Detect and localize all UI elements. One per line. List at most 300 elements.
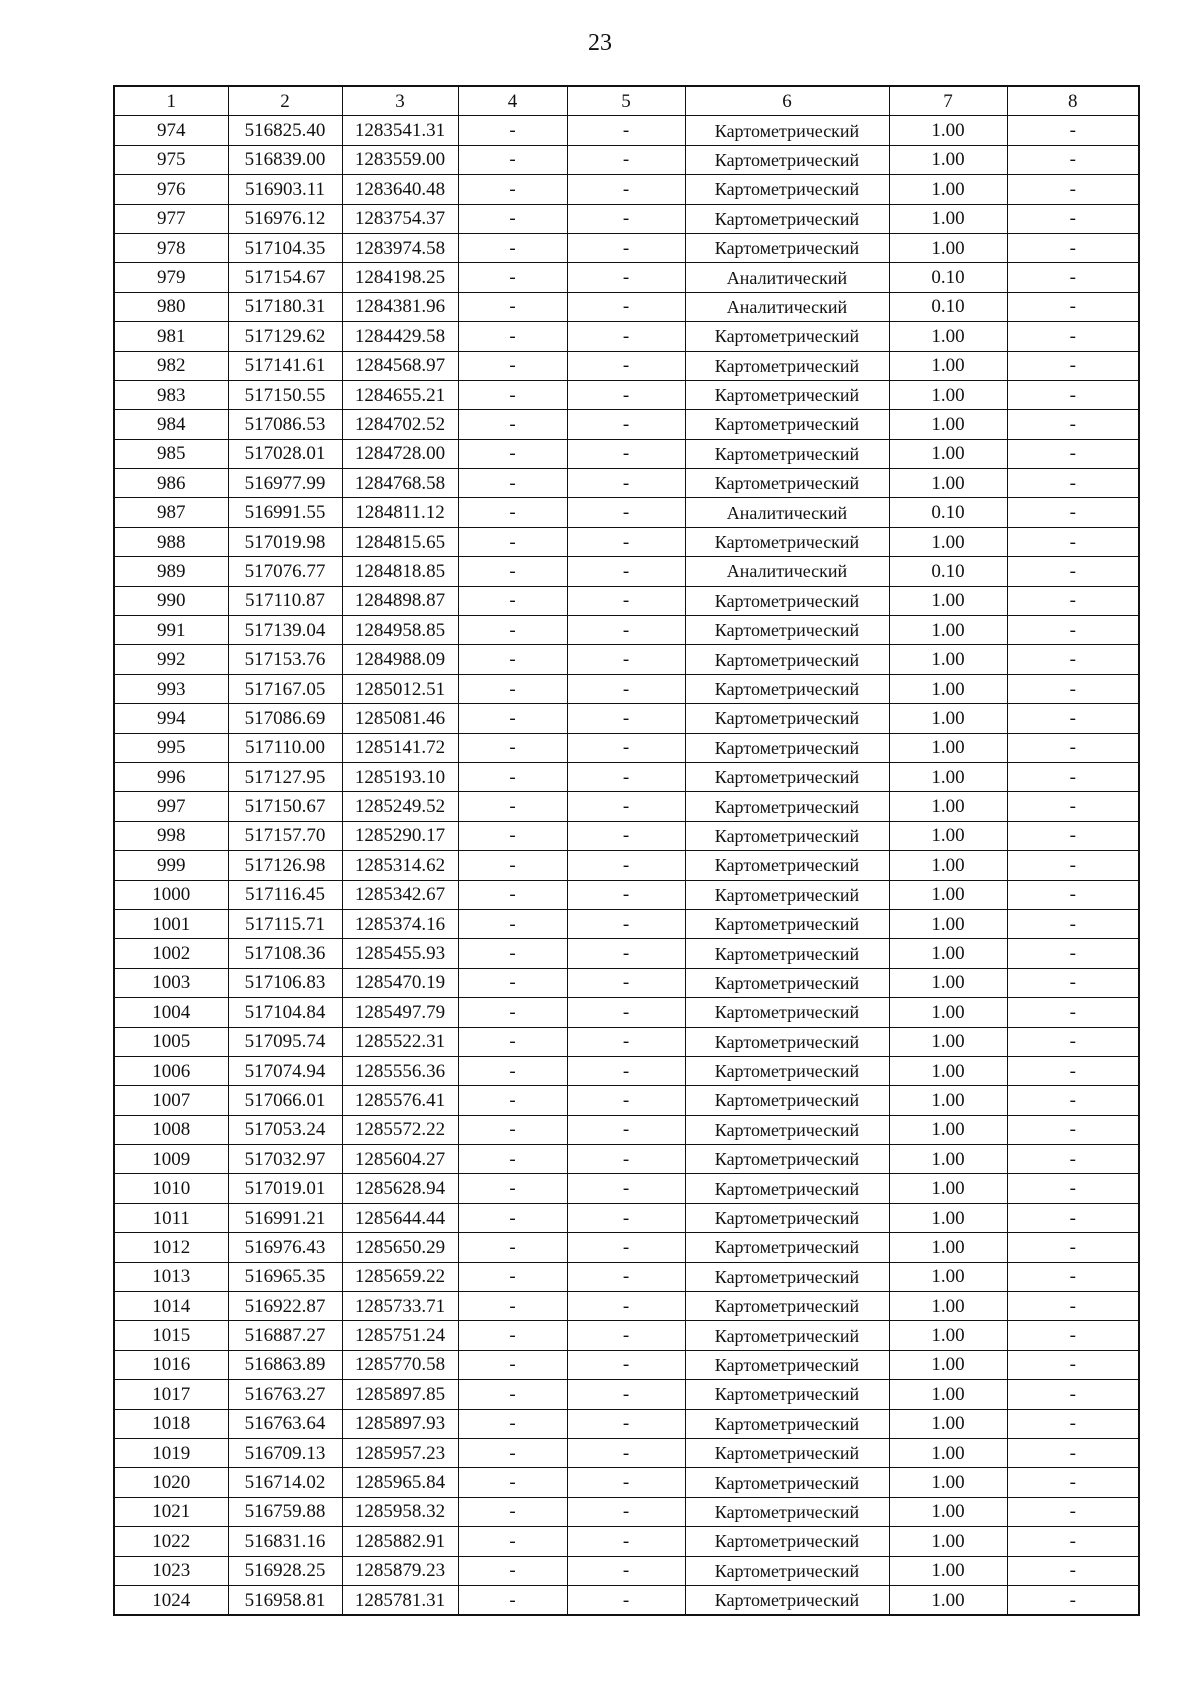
accuracy-cell: 1.00 bbox=[889, 645, 1007, 674]
table-row bbox=[114, 498, 1139, 527]
method-cell: Картометрический bbox=[685, 1233, 889, 1262]
y-coordinate-cell: 1285751.24 bbox=[342, 1321, 458, 1350]
y-coordinate-cell: 1285193.10 bbox=[342, 762, 458, 791]
accuracy-cell: 1.00 bbox=[889, 674, 1007, 703]
column-4-cell: - bbox=[458, 586, 567, 615]
column-5-cell: - bbox=[567, 380, 685, 409]
y-coordinate-cell: 1285374.16 bbox=[342, 909, 458, 938]
accuracy-cell: 1.00 bbox=[889, 439, 1007, 468]
y-coordinate-cell: 1285012.51 bbox=[342, 674, 458, 703]
column-8-cell: - bbox=[1007, 762, 1139, 791]
point-number-cell: 988 bbox=[114, 527, 228, 556]
column-5-cell: - bbox=[567, 1262, 685, 1291]
column-8-cell: - bbox=[1007, 880, 1139, 909]
column-5-cell: - bbox=[567, 1468, 685, 1497]
column-8-cell: - bbox=[1007, 851, 1139, 880]
accuracy-cell: 1.00 bbox=[889, 998, 1007, 1027]
point-number-cell: 976 bbox=[114, 175, 228, 204]
accuracy-cell: 1.00 bbox=[889, 909, 1007, 938]
y-coordinate-cell: 1285650.29 bbox=[342, 1233, 458, 1262]
column-8-cell: - bbox=[1007, 998, 1139, 1027]
y-coordinate-cell: 1284702.52 bbox=[342, 410, 458, 439]
accuracy-cell: 1.00 bbox=[889, 322, 1007, 351]
y-coordinate-cell: 1284198.25 bbox=[342, 263, 458, 292]
column-8-cell: - bbox=[1007, 1468, 1139, 1497]
table-row bbox=[114, 1233, 1139, 1262]
point-number-cell: 1024 bbox=[114, 1585, 228, 1615]
table-row bbox=[114, 351, 1139, 380]
x-coordinate-cell: 517167.05 bbox=[228, 674, 342, 703]
table-row bbox=[114, 674, 1139, 703]
column-8-cell: - bbox=[1007, 469, 1139, 498]
method-cell: Картометрический bbox=[685, 1556, 889, 1585]
table-header-row bbox=[114, 86, 1139, 116]
column-header: 1 bbox=[114, 86, 228, 116]
column-4-cell: - bbox=[458, 292, 567, 321]
column-5-cell: - bbox=[567, 1145, 685, 1174]
table-row bbox=[114, 233, 1139, 262]
method-cell: Картометрический bbox=[685, 851, 889, 880]
column-5-cell: - bbox=[567, 1585, 685, 1615]
column-8-cell: - bbox=[1007, 1086, 1139, 1115]
column-8-cell: - bbox=[1007, 498, 1139, 527]
method-cell: Картометрический bbox=[685, 1468, 889, 1497]
column-header: 7 bbox=[889, 86, 1007, 116]
column-5-cell: - bbox=[567, 1527, 685, 1556]
x-coordinate-cell: 517104.84 bbox=[228, 998, 342, 1027]
column-4-cell: - bbox=[458, 498, 567, 527]
column-8-cell: - bbox=[1007, 439, 1139, 468]
y-coordinate-cell: 1285470.19 bbox=[342, 968, 458, 997]
x-coordinate-cell: 516977.99 bbox=[228, 469, 342, 498]
y-coordinate-cell: 1284381.96 bbox=[342, 292, 458, 321]
column-4-cell: - bbox=[458, 1497, 567, 1526]
accuracy-cell: 1.00 bbox=[889, 1086, 1007, 1115]
column-5-cell: - bbox=[567, 792, 685, 821]
page-number: 23 bbox=[588, 30, 612, 56]
method-cell: Картометрический bbox=[685, 586, 889, 615]
point-number-cell: 1009 bbox=[114, 1145, 228, 1174]
column-8-cell: - bbox=[1007, 1115, 1139, 1144]
y-coordinate-cell: 1285882.91 bbox=[342, 1527, 458, 1556]
point-number-cell: 977 bbox=[114, 204, 228, 233]
column-8-cell: - bbox=[1007, 674, 1139, 703]
x-coordinate-cell: 517139.04 bbox=[228, 616, 342, 645]
point-number-cell: 979 bbox=[114, 263, 228, 292]
method-cell: Картометрический bbox=[685, 1056, 889, 1085]
column-5-cell: - bbox=[567, 1380, 685, 1409]
x-coordinate-cell: 517104.35 bbox=[228, 233, 342, 262]
column-8-cell: - bbox=[1007, 527, 1139, 556]
column-5-cell: - bbox=[567, 1497, 685, 1526]
column-5-cell: - bbox=[567, 1115, 685, 1144]
coordinates-table-body bbox=[114, 86, 1139, 1615]
point-number-cell: 1015 bbox=[114, 1321, 228, 1350]
column-8-cell: - bbox=[1007, 704, 1139, 733]
column-4-cell: - bbox=[458, 1145, 567, 1174]
column-8-cell: - bbox=[1007, 557, 1139, 586]
x-coordinate-cell: 517157.70 bbox=[228, 821, 342, 850]
accuracy-cell: 1.00 bbox=[889, 1409, 1007, 1438]
accuracy-cell: 0.10 bbox=[889, 263, 1007, 292]
accuracy-cell: 1.00 bbox=[889, 1468, 1007, 1497]
x-coordinate-cell: 517032.97 bbox=[228, 1145, 342, 1174]
accuracy-cell: 1.00 bbox=[889, 851, 1007, 880]
column-5-cell: - bbox=[567, 498, 685, 527]
column-header: 5 bbox=[567, 86, 685, 116]
accuracy-cell: 0.10 bbox=[889, 557, 1007, 586]
point-number-cell: 995 bbox=[114, 733, 228, 762]
table-row bbox=[114, 733, 1139, 762]
y-coordinate-cell: 1283559.00 bbox=[342, 145, 458, 174]
column-8-cell: - bbox=[1007, 1438, 1139, 1467]
table-row bbox=[114, 1409, 1139, 1438]
column-5-cell: - bbox=[567, 1556, 685, 1585]
point-number-cell: 990 bbox=[114, 586, 228, 615]
column-header: 6 bbox=[685, 86, 889, 116]
column-4-cell: - bbox=[458, 880, 567, 909]
column-5-cell: - bbox=[567, 1438, 685, 1467]
accuracy-cell: 1.00 bbox=[889, 1497, 1007, 1526]
column-8-cell: - bbox=[1007, 733, 1139, 762]
table-row bbox=[114, 1145, 1139, 1174]
column-4-cell: - bbox=[458, 1086, 567, 1115]
y-coordinate-cell: 1285556.36 bbox=[342, 1056, 458, 1085]
method-cell: Картометрический bbox=[685, 1145, 889, 1174]
method-cell: Картометрический bbox=[685, 469, 889, 498]
table-row bbox=[114, 116, 1139, 145]
accuracy-cell: 1.00 bbox=[889, 733, 1007, 762]
column-8-cell: - bbox=[1007, 410, 1139, 439]
method-cell: Картометрический bbox=[685, 880, 889, 909]
accuracy-cell: 1.00 bbox=[889, 792, 1007, 821]
accuracy-cell: 1.00 bbox=[889, 1027, 1007, 1056]
method-cell: Картометрический bbox=[685, 204, 889, 233]
accuracy-cell: 1.00 bbox=[889, 1292, 1007, 1321]
y-coordinate-cell: 1285141.72 bbox=[342, 733, 458, 762]
y-coordinate-cell: 1284988.09 bbox=[342, 645, 458, 674]
column-4-cell: - bbox=[458, 380, 567, 409]
column-4-cell: - bbox=[458, 410, 567, 439]
column-5-cell: - bbox=[567, 410, 685, 439]
x-coordinate-cell: 516825.40 bbox=[228, 116, 342, 145]
column-5-cell: - bbox=[567, 821, 685, 850]
accuracy-cell: 1.00 bbox=[889, 1438, 1007, 1467]
column-4-cell: - bbox=[458, 1438, 567, 1467]
y-coordinate-cell: 1284568.97 bbox=[342, 351, 458, 380]
method-cell: Картометрический bbox=[685, 704, 889, 733]
point-number-cell: 1023 bbox=[114, 1556, 228, 1585]
column-8-cell: - bbox=[1007, 380, 1139, 409]
point-number-cell: 1005 bbox=[114, 1027, 228, 1056]
y-coordinate-cell: 1285957.23 bbox=[342, 1438, 458, 1467]
accuracy-cell: 1.00 bbox=[889, 469, 1007, 498]
column-4-cell: - bbox=[458, 792, 567, 821]
x-coordinate-cell: 517019.01 bbox=[228, 1174, 342, 1203]
point-number-cell: 1004 bbox=[114, 998, 228, 1027]
method-cell: Картометрический bbox=[685, 351, 889, 380]
method-cell: Картометрический bbox=[685, 1292, 889, 1321]
accuracy-cell: 1.00 bbox=[889, 1233, 1007, 1262]
method-cell: Картометрический bbox=[685, 733, 889, 762]
accuracy-cell: 1.00 bbox=[889, 380, 1007, 409]
x-coordinate-cell: 516831.16 bbox=[228, 1527, 342, 1556]
x-coordinate-cell: 517106.83 bbox=[228, 968, 342, 997]
column-4-cell: - bbox=[458, 762, 567, 791]
method-cell: Картометрический bbox=[685, 939, 889, 968]
x-coordinate-cell: 517108.36 bbox=[228, 939, 342, 968]
table-row bbox=[114, 1438, 1139, 1467]
x-coordinate-cell: 517154.67 bbox=[228, 263, 342, 292]
table-row bbox=[114, 909, 1139, 938]
table-row bbox=[114, 263, 1139, 292]
accuracy-cell: 0.10 bbox=[889, 292, 1007, 321]
point-number-cell: 1011 bbox=[114, 1203, 228, 1232]
table-row bbox=[114, 1086, 1139, 1115]
x-coordinate-cell: 517086.69 bbox=[228, 704, 342, 733]
table-row bbox=[114, 1027, 1139, 1056]
column-8-cell: - bbox=[1007, 116, 1139, 145]
y-coordinate-cell: 1283974.58 bbox=[342, 233, 458, 262]
table-row bbox=[114, 792, 1139, 821]
x-coordinate-cell: 517127.95 bbox=[228, 762, 342, 791]
method-cell: Картометрический bbox=[685, 645, 889, 674]
table-row bbox=[114, 1056, 1139, 1085]
table-row bbox=[114, 1380, 1139, 1409]
column-4-cell: - bbox=[458, 1203, 567, 1232]
accuracy-cell: 1.00 bbox=[889, 145, 1007, 174]
y-coordinate-cell: 1285342.67 bbox=[342, 880, 458, 909]
method-cell: Картометрический bbox=[685, 1409, 889, 1438]
method-cell: Картометрический bbox=[685, 1174, 889, 1203]
point-number-cell: 975 bbox=[114, 145, 228, 174]
column-5-cell: - bbox=[567, 1233, 685, 1262]
column-8-cell: - bbox=[1007, 263, 1139, 292]
x-coordinate-cell: 516976.12 bbox=[228, 204, 342, 233]
method-cell: Аналитический bbox=[685, 557, 889, 586]
table-row bbox=[114, 469, 1139, 498]
table-row bbox=[114, 1292, 1139, 1321]
point-number-cell: 1006 bbox=[114, 1056, 228, 1085]
column-4-cell: - bbox=[458, 439, 567, 468]
table-row bbox=[114, 175, 1139, 204]
column-4-cell: - bbox=[458, 645, 567, 674]
column-8-cell: - bbox=[1007, 145, 1139, 174]
y-coordinate-cell: 1285604.27 bbox=[342, 1145, 458, 1174]
x-coordinate-cell: 516763.27 bbox=[228, 1380, 342, 1409]
column-8-cell: - bbox=[1007, 1409, 1139, 1438]
column-4-cell: - bbox=[458, 1527, 567, 1556]
x-coordinate-cell: 517153.76 bbox=[228, 645, 342, 674]
column-4-cell: - bbox=[458, 1027, 567, 1056]
accuracy-cell: 1.00 bbox=[889, 968, 1007, 997]
column-5-cell: - bbox=[567, 674, 685, 703]
column-8-cell: - bbox=[1007, 1380, 1139, 1409]
y-coordinate-cell: 1284768.58 bbox=[342, 469, 458, 498]
column-5-cell: - bbox=[567, 1321, 685, 1350]
x-coordinate-cell: 517116.45 bbox=[228, 880, 342, 909]
x-coordinate-cell: 516991.55 bbox=[228, 498, 342, 527]
y-coordinate-cell: 1285455.93 bbox=[342, 939, 458, 968]
column-4-cell: - bbox=[458, 909, 567, 938]
point-number-cell: 1000 bbox=[114, 880, 228, 909]
accuracy-cell: 1.00 bbox=[889, 1262, 1007, 1291]
table-row bbox=[114, 762, 1139, 791]
column-8-cell: - bbox=[1007, 1556, 1139, 1585]
column-8-cell: - bbox=[1007, 586, 1139, 615]
y-coordinate-cell: 1284728.00 bbox=[342, 439, 458, 468]
point-number-cell: 983 bbox=[114, 380, 228, 409]
method-cell: Картометрический bbox=[685, 968, 889, 997]
column-8-cell: - bbox=[1007, 821, 1139, 850]
accuracy-cell: 1.00 bbox=[889, 586, 1007, 615]
column-8-cell: - bbox=[1007, 351, 1139, 380]
method-cell: Картометрический bbox=[685, 1321, 889, 1350]
method-cell: Картометрический bbox=[685, 175, 889, 204]
method-cell: Картометрический bbox=[685, 821, 889, 850]
x-coordinate-cell: 517180.31 bbox=[228, 292, 342, 321]
x-coordinate-cell: 516839.00 bbox=[228, 145, 342, 174]
point-number-cell: 1008 bbox=[114, 1115, 228, 1144]
accuracy-cell: 1.00 bbox=[889, 821, 1007, 850]
x-coordinate-cell: 517115.71 bbox=[228, 909, 342, 938]
column-4-cell: - bbox=[458, 821, 567, 850]
point-number-cell: 1016 bbox=[114, 1350, 228, 1379]
point-number-cell: 981 bbox=[114, 322, 228, 351]
table-row bbox=[114, 410, 1139, 439]
point-number-cell: 994 bbox=[114, 704, 228, 733]
table-row bbox=[114, 1468, 1139, 1497]
method-cell: Картометрический bbox=[685, 1115, 889, 1144]
point-number-cell: 1012 bbox=[114, 1233, 228, 1262]
method-cell: Картометрический bbox=[685, 439, 889, 468]
column-5-cell: - bbox=[567, 145, 685, 174]
method-cell: Аналитический bbox=[685, 292, 889, 321]
column-8-cell: - bbox=[1007, 616, 1139, 645]
accuracy-cell: 1.00 bbox=[889, 880, 1007, 909]
point-number-cell: 982 bbox=[114, 351, 228, 380]
method-cell: Картометрический bbox=[685, 145, 889, 174]
point-number-cell: 1001 bbox=[114, 909, 228, 938]
point-number-cell: 997 bbox=[114, 792, 228, 821]
column-5-cell: - bbox=[567, 204, 685, 233]
x-coordinate-cell: 516763.64 bbox=[228, 1409, 342, 1438]
y-coordinate-cell: 1284429.58 bbox=[342, 322, 458, 351]
x-coordinate-cell: 516887.27 bbox=[228, 1321, 342, 1350]
column-4-cell: - bbox=[458, 145, 567, 174]
column-8-cell: - bbox=[1007, 1585, 1139, 1615]
accuracy-cell: 1.00 bbox=[889, 1585, 1007, 1615]
point-number-cell: 1013 bbox=[114, 1262, 228, 1291]
x-coordinate-cell: 517019.98 bbox=[228, 527, 342, 556]
point-number-cell: 1002 bbox=[114, 939, 228, 968]
column-4-cell: - bbox=[458, 527, 567, 556]
accuracy-cell: 1.00 bbox=[889, 762, 1007, 791]
table-row bbox=[114, 1497, 1139, 1526]
column-5-cell: - bbox=[567, 968, 685, 997]
column-8-cell: - bbox=[1007, 1145, 1139, 1174]
y-coordinate-cell: 1284898.87 bbox=[342, 586, 458, 615]
method-cell: Картометрический bbox=[685, 1262, 889, 1291]
accuracy-cell: 1.00 bbox=[889, 704, 1007, 733]
accuracy-cell: 1.00 bbox=[889, 204, 1007, 233]
column-8-cell: - bbox=[1007, 792, 1139, 821]
column-header: 3 bbox=[342, 86, 458, 116]
point-number-cell: 987 bbox=[114, 498, 228, 527]
column-4-cell: - bbox=[458, 1056, 567, 1085]
column-4-cell: - bbox=[458, 674, 567, 703]
column-8-cell: - bbox=[1007, 939, 1139, 968]
y-coordinate-cell: 1285576.41 bbox=[342, 1086, 458, 1115]
column-8-cell: - bbox=[1007, 292, 1139, 321]
table-row bbox=[114, 1174, 1139, 1203]
method-cell: Картометрический bbox=[685, 1497, 889, 1526]
x-coordinate-cell: 517110.87 bbox=[228, 586, 342, 615]
column-5-cell: - bbox=[567, 1409, 685, 1438]
accuracy-cell: 1.00 bbox=[889, 1145, 1007, 1174]
column-5-cell: - bbox=[567, 851, 685, 880]
y-coordinate-cell: 1285965.84 bbox=[342, 1468, 458, 1497]
y-coordinate-cell: 1284958.85 bbox=[342, 616, 458, 645]
column-5-cell: - bbox=[567, 762, 685, 791]
method-cell: Картометрический bbox=[685, 116, 889, 145]
point-number-cell: 1017 bbox=[114, 1380, 228, 1409]
column-4-cell: - bbox=[458, 233, 567, 262]
column-8-cell: - bbox=[1007, 1497, 1139, 1526]
method-cell: Картометрический bbox=[685, 792, 889, 821]
x-coordinate-cell: 516922.87 bbox=[228, 1292, 342, 1321]
column-5-cell: - bbox=[567, 909, 685, 938]
column-4-cell: - bbox=[458, 1585, 567, 1615]
accuracy-cell: 1.00 bbox=[889, 1556, 1007, 1585]
column-5-cell: - bbox=[567, 645, 685, 674]
accuracy-cell: 1.00 bbox=[889, 410, 1007, 439]
y-coordinate-cell: 1284811.12 bbox=[342, 498, 458, 527]
table-row bbox=[114, 821, 1139, 850]
table-row bbox=[114, 204, 1139, 233]
point-number-cell: 1022 bbox=[114, 1527, 228, 1556]
y-coordinate-cell: 1285770.58 bbox=[342, 1350, 458, 1379]
point-number-cell: 1010 bbox=[114, 1174, 228, 1203]
method-cell: Картометрический bbox=[685, 410, 889, 439]
x-coordinate-cell: 517110.00 bbox=[228, 733, 342, 762]
accuracy-cell: 1.00 bbox=[889, 351, 1007, 380]
column-4-cell: - bbox=[458, 1350, 567, 1379]
point-number-cell: 992 bbox=[114, 645, 228, 674]
column-4-cell: - bbox=[458, 616, 567, 645]
method-cell: Картометрический bbox=[685, 1350, 889, 1379]
column-5-cell: - bbox=[567, 1174, 685, 1203]
column-5-cell: - bbox=[567, 292, 685, 321]
column-5-cell: - bbox=[567, 322, 685, 351]
column-5-cell: - bbox=[567, 351, 685, 380]
column-4-cell: - bbox=[458, 263, 567, 292]
point-number-cell: 978 bbox=[114, 233, 228, 262]
column-4-cell: - bbox=[458, 204, 567, 233]
column-5-cell: - bbox=[567, 1056, 685, 1085]
method-cell: Аналитический bbox=[685, 263, 889, 292]
column-4-cell: - bbox=[458, 851, 567, 880]
table-row bbox=[114, 1556, 1139, 1585]
table-row bbox=[114, 586, 1139, 615]
y-coordinate-cell: 1285781.31 bbox=[342, 1585, 458, 1615]
point-number-cell: 1020 bbox=[114, 1468, 228, 1497]
x-coordinate-cell: 516903.11 bbox=[228, 175, 342, 204]
point-number-cell: 986 bbox=[114, 469, 228, 498]
x-coordinate-cell: 517028.01 bbox=[228, 439, 342, 468]
column-8-cell: - bbox=[1007, 1233, 1139, 1262]
x-coordinate-cell: 517150.67 bbox=[228, 792, 342, 821]
